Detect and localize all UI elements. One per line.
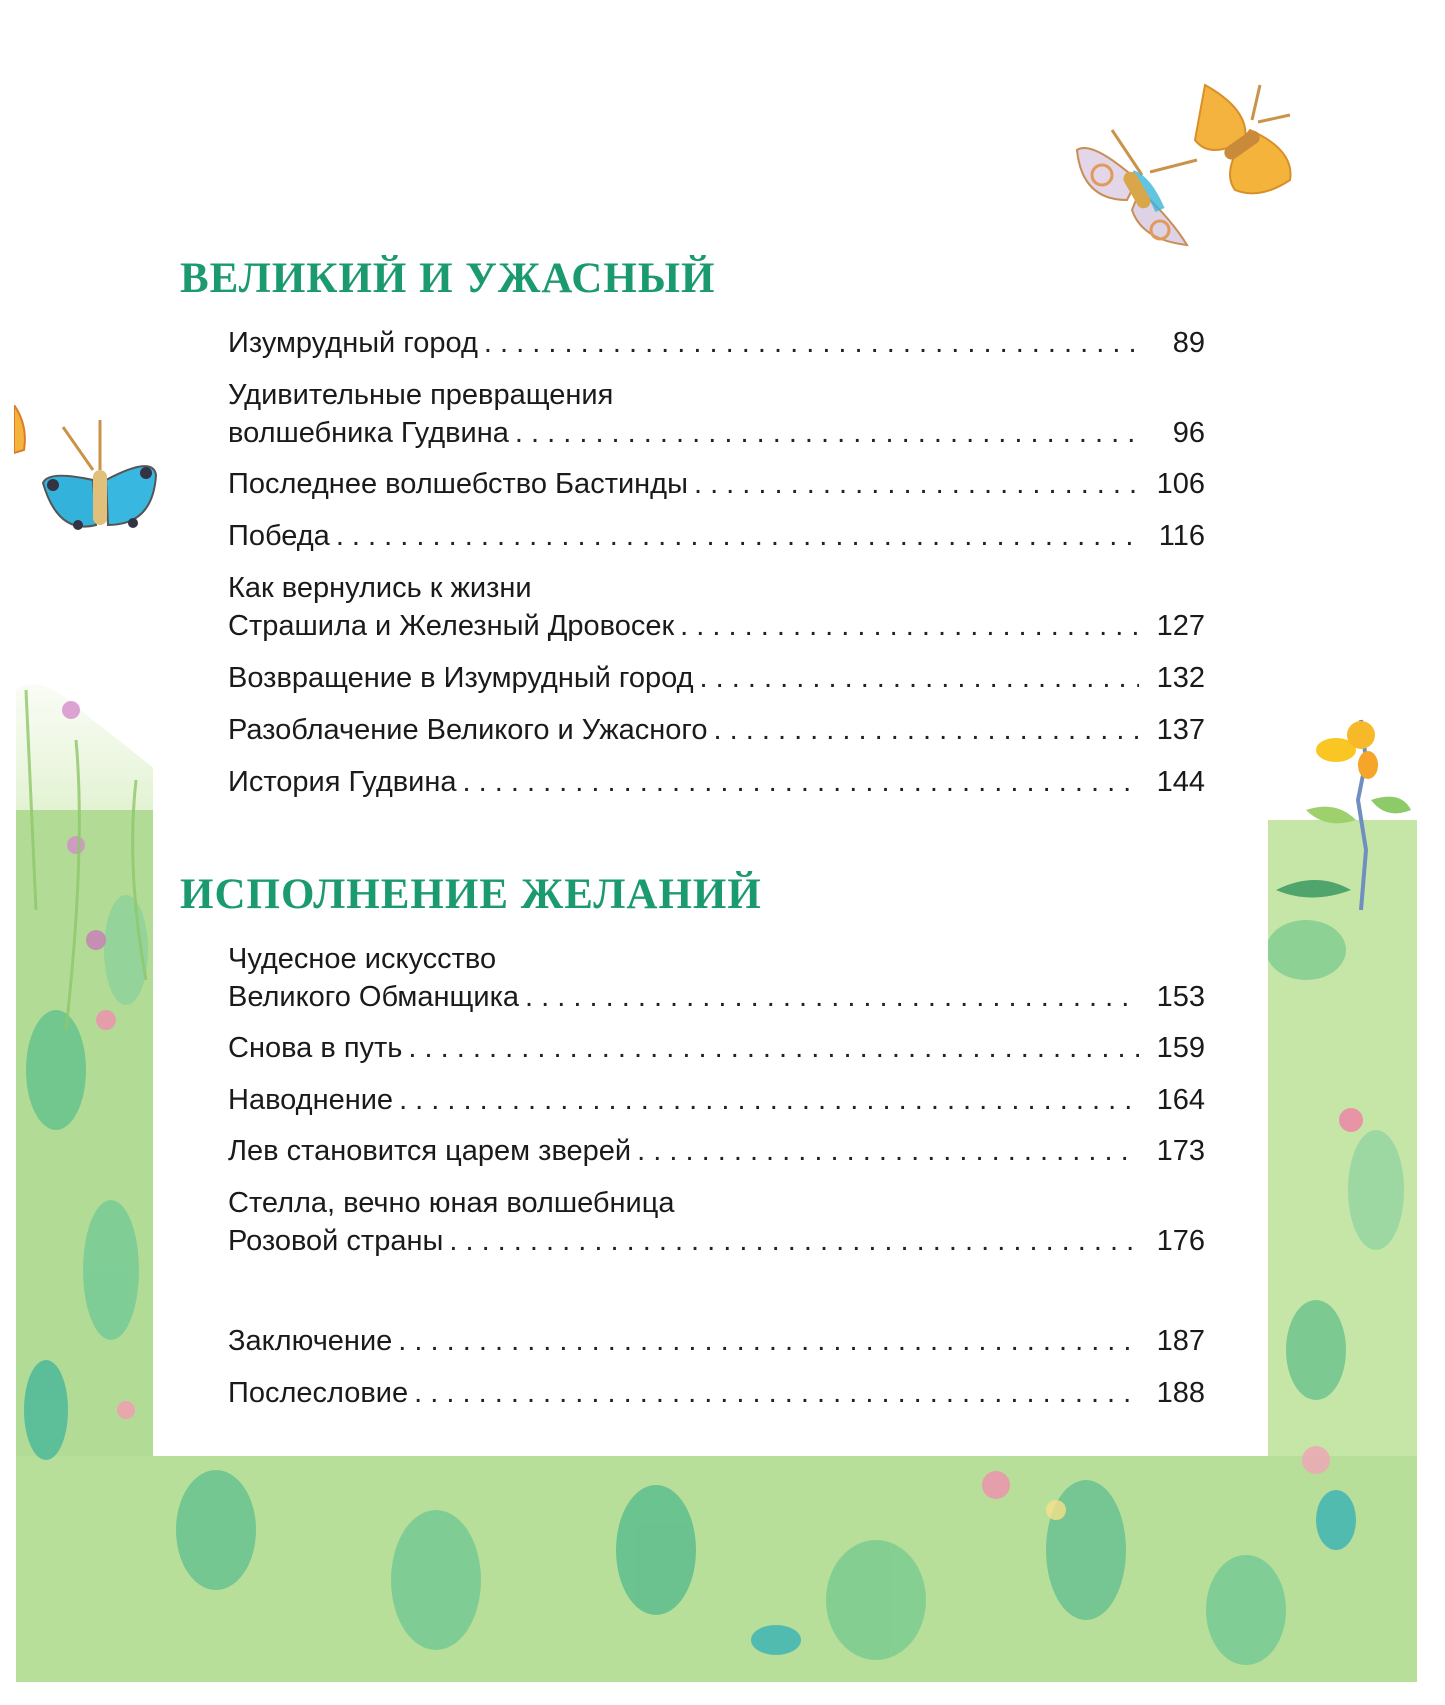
toc-entry[interactable]: Возвращение в Изумрудный город . . . 132 <box>228 659 1205 697</box>
leader-dots <box>700 659 1139 697</box>
toc-entry[interactable]: Удивительные превращения волшебника Гудвина . . . 96 <box>228 376 1205 452</box>
toc-entry[interactable]: Изумрудный город . . . 89 <box>228 324 1205 362</box>
toc-entry[interactable]: Лев становится царем зверей . . . 173 <box>228 1132 1205 1170</box>
leader-dots <box>399 1081 1139 1119</box>
toc-entry[interactable]: Наводнение . . . 164 <box>228 1081 1205 1119</box>
toc-entry[interactable]: Как вернулись к жизни Страшила и Железный Дровосек . . . 127 <box>228 569 1205 645</box>
section-heading-1: ВЕЛИКИЙ И УЖАСНЫЙ <box>180 255 716 302</box>
butterfly-wing-fragment-icon <box>14 405 28 455</box>
leader-dots <box>484 324 1139 362</box>
toc-entry[interactable]: Последнее волшебство Бастинды . . . 106 <box>228 465 1205 503</box>
leader-dots <box>336 517 1139 555</box>
leader-dots <box>694 465 1139 503</box>
leader-dots <box>525 978 1139 1016</box>
butterfly-blue-icon <box>38 415 163 545</box>
leader-dots <box>398 1322 1139 1360</box>
toc-entry[interactable]: Стелла, вечно юная волшебница Розовой страны . . . 176 <box>228 1184 1205 1260</box>
toc-entry-conclusion[interactable]: Заключение . . . 187 <box>228 1322 1205 1360</box>
leader-dots <box>515 414 1139 452</box>
toc-entry[interactable]: История Гудвина . . . 144 <box>228 763 1205 801</box>
toc-entry-afterword[interactable]: Послесловие . . . 188 <box>228 1374 1205 1412</box>
toc-entry[interactable]: Разоблачение Великого и Ужасного . . . 137 <box>228 711 1205 749</box>
section-heading-2: ИСПОЛНЕНИЕ ЖЕЛАНИЙ <box>180 871 762 918</box>
toc-entry[interactable]: Снова в путь . . . 159 <box>228 1029 1205 1067</box>
leader-dots <box>463 763 1140 801</box>
toc-entry[interactable]: Чудесное искусство Великого Обманщика . . . 153 <box>228 940 1205 1016</box>
leader-dots <box>414 1374 1139 1412</box>
leader-dots <box>449 1222 1139 1260</box>
leader-dots <box>408 1029 1139 1067</box>
leader-dots <box>680 607 1139 645</box>
toc-entry[interactable]: Победа . . . 116 <box>228 517 1205 555</box>
leader-dots <box>714 711 1140 749</box>
leader-dots <box>637 1132 1139 1170</box>
butterfly-orange-icon <box>1190 80 1300 205</box>
